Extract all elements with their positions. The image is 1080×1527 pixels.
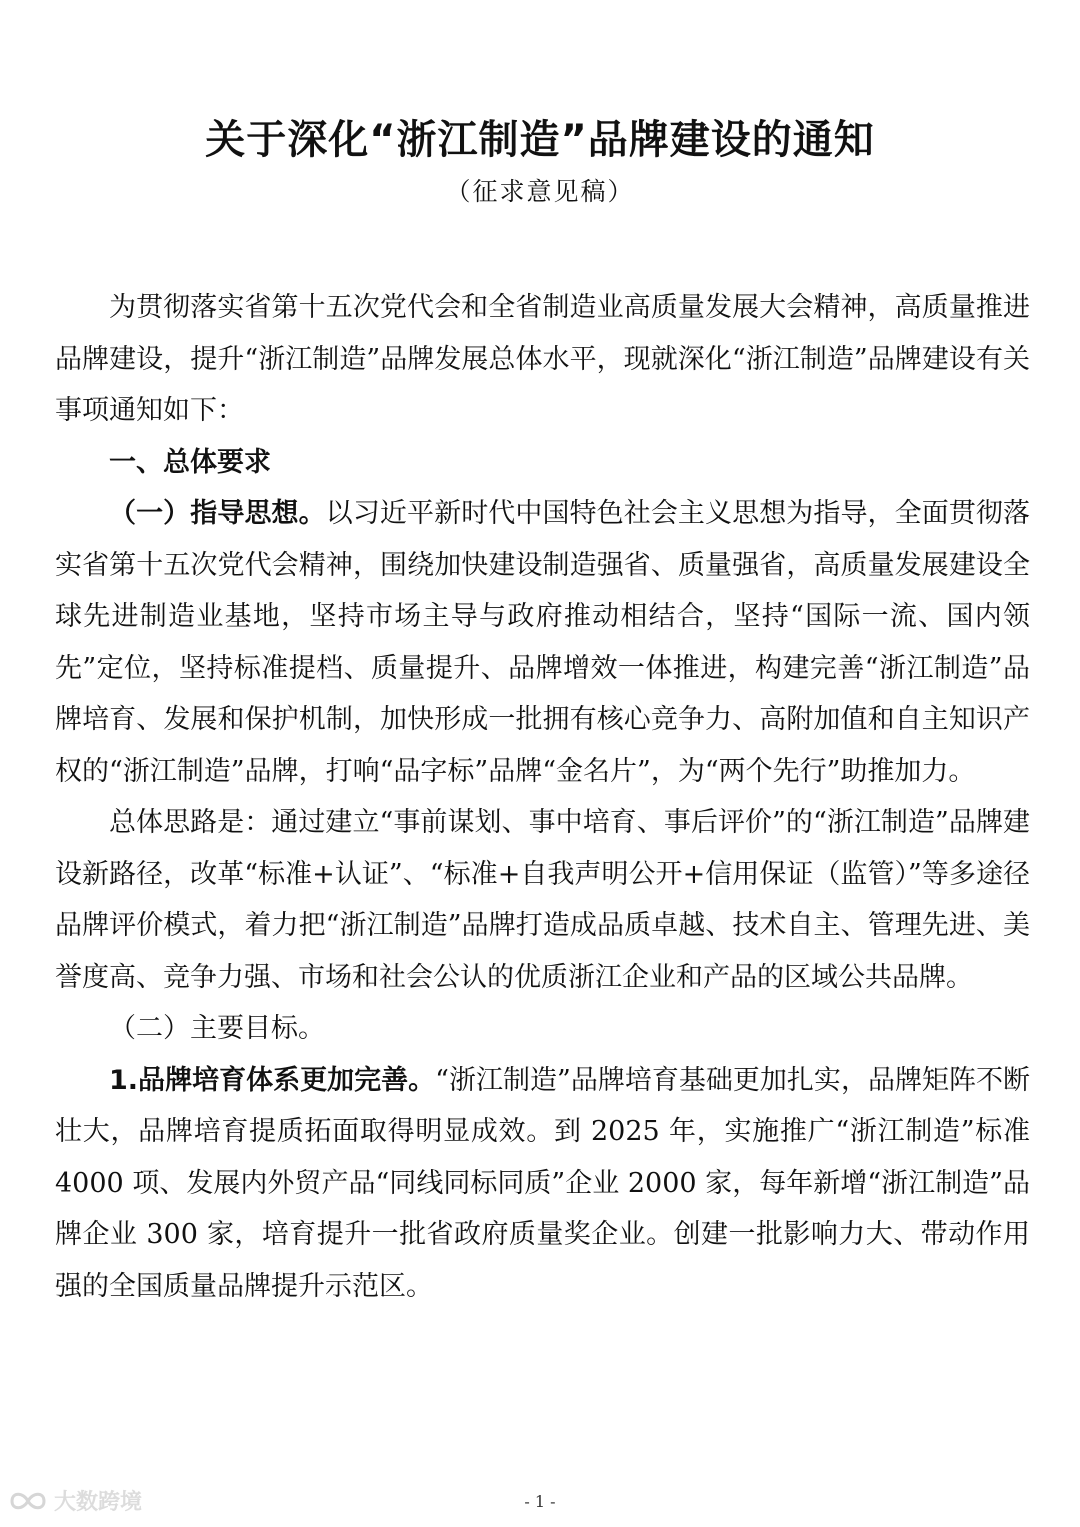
document-subtitle: （征求意见稿） bbox=[445, 177, 635, 206]
goal-1-lead: 1.品牌培育体系更加完善。 bbox=[109, 1064, 436, 1096]
document-title: 关于深化“浙江制造”品牌建设的通知 bbox=[205, 117, 875, 163]
main-goals-heading: （二）主要目标。 bbox=[109, 1013, 325, 1044]
guiding-principle-body: 以习近平新时代中国特色社会主义思想为指导，全面贯彻落实省第十五次党代会精神，围绕加快建设制造强省、质量强省，高质量发展建设全球先进制造业基地，坚持市场主导与政府推动相结合，坚持“国际一流、国内领先”定位，坚持标准提档、质量提升、品牌增效一体推进，构建完善“浙江制造”品牌培育、发展和保护机制，加快形成一批拥有核心竞争力、高附加值和自主知识产权的“浙江制造”品牌，打响“品字标”品牌“金名片”，为“两个先行”助推加力。 bbox=[55, 498, 1031, 787]
goal-1-paragraph bbox=[55, 1055, 1030, 1313]
goal-1-body: “浙江制造”品牌培育基础更加扎实，品牌矩阵不断壮大，品牌培育提质拓面取得明显成效。到 2025 年，实施推广“浙江制造”标准 4000 项、发展内外贸产品“同线同标同质”企业 2000 家，每年新增“浙江制造”品牌企业 300 家，培育提升一批省政府质量奖企业。创建一批影响力大、带动作用强的全国质量品牌提升示范区。 bbox=[55, 1064, 1030, 1302]
document-body bbox=[55, 282, 1030, 1312]
section-heading-general-requirements: 一、总体要求 bbox=[109, 446, 271, 478]
watermark-text: 大数跨境 bbox=[54, 1490, 143, 1515]
guiding-principle-paragraph bbox=[55, 488, 1030, 797]
page-number: - 1 - bbox=[524, 1492, 556, 1511]
intro-paragraph: 为贯彻落实省第十五次党代会和全省制造业高质量发展大会精神，高质量推进品牌建设，提升“浙江制造”品牌发展总体水平，现就深化“浙江制造”品牌建设有关事项通知如下： bbox=[55, 292, 1030, 426]
overall-idea-paragraph: 总体思路是：通过建立“事前谋划、事中培育、事后评价”的“浙江制造”品牌建设新路径，改革“标准+认证”、“标准+自我声明公开+信用保证（监管）”等多途径品牌评价模式，着力把“浙江制造”品牌打造成品质卓越、技术自主、管理先进、美誉度高、竞争力强、市场和社会公认的优质浙江企业和产品的区域公共品牌。 bbox=[55, 807, 1030, 993]
guiding-principle-lead: （一）指导思想。 bbox=[109, 498, 326, 529]
